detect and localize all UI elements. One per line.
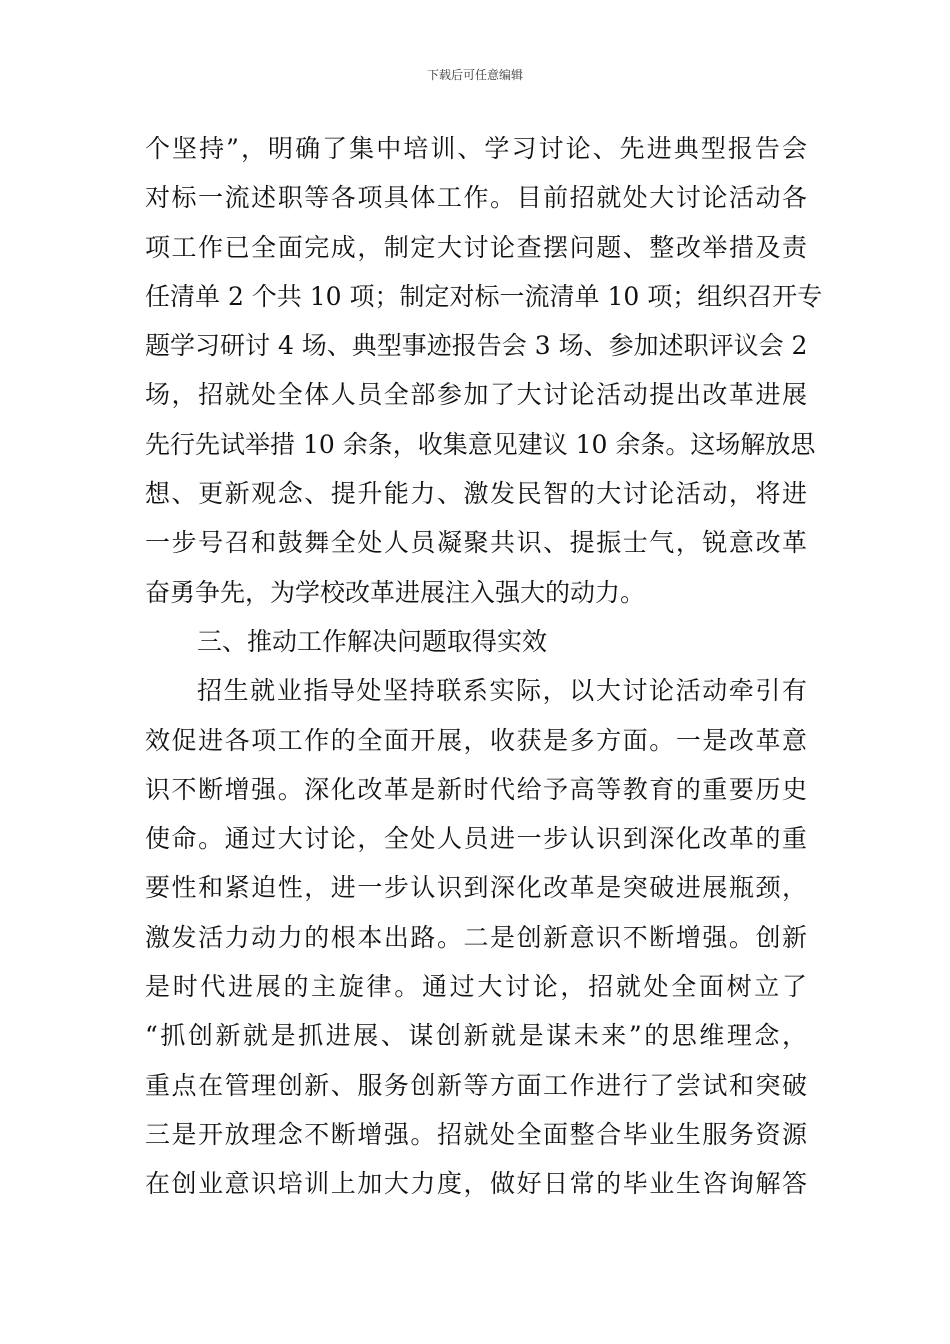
- text-line: 使命。通过大讨论，全处人员进一步认识到深化改革的重: [145, 824, 807, 854]
- text-line: 三是开放理念不断增强。招就处全面整合毕业生服务资源: [145, 1119, 807, 1149]
- text-line: 想、更新观念、提升能力、激发民智的大讨论活动，将进: [145, 479, 807, 509]
- paragraph-first-line: 招生就业指导处坚持联系实际，以大讨论活动牵引有: [197, 676, 807, 706]
- text-line: 重点在管理创新、服务创新等方面工作进行了尝试和突破: [145, 1070, 807, 1100]
- text-line: “抓创新就是抓进展、谋创新就是谋未来”的思维理念，: [145, 1021, 807, 1051]
- text-line: 一步号召和鼓舞全处人员凝聚共识、提振士气，锐意改革: [145, 528, 807, 558]
- text-line: 是时代进展的主旋律。通过大讨论，招就处全面树立了: [145, 972, 807, 1002]
- paragraph-end-line: 奋勇争先，为学校改革进展注入强大的动力。: [145, 577, 646, 607]
- text-line: 识不断增强。深化改革是新时代给予高等教育的重要历史: [145, 774, 807, 804]
- text-line: 场，招就处全体人员全部参加了大讨论活动提出改革进展: [145, 380, 807, 410]
- text-line: 项工作已全面完成，制定大讨论查摆问题、整改举措及责: [145, 232, 807, 262]
- section-heading: 三、推动工作解决问题取得实效: [197, 626, 548, 656]
- text-line: 对标一流述职等各项具体工作。目前招就处大讨论活动各: [145, 183, 807, 213]
- text-line: 先行先试举措 10 余条，收集意见建议 10 余条。这场解放思: [145, 429, 816, 459]
- text-line: 在创业意识培训上加大力度，做好日常的毕业生咨询解答: [145, 1169, 807, 1199]
- text-line: 任清单 2 个共 10 项；制定对标一流清单 10 项；组织召开专: [145, 281, 823, 311]
- text-line: 效促进各项工作的全面开展，收获是多方面。一是改革意: [145, 725, 807, 755]
- document-body: [145, 124, 823, 1209]
- text-line: 题学习研讨 4 场、典型事迹报告会 3 场、参加述职评议会 2: [145, 331, 808, 361]
- text-line: 激发活力动力的根本出路。二是创新意识不断增强。创新: [145, 922, 807, 952]
- page-header-note: 下载后可任意编辑: [426, 68, 523, 82]
- text-line: 要性和紧迫性，进一步认识到深化改革是突破进展瓶颈，: [145, 873, 807, 903]
- text-line: 个坚持”，明确了集中培训、学习讨论、先进典型报告会: [145, 134, 807, 163]
